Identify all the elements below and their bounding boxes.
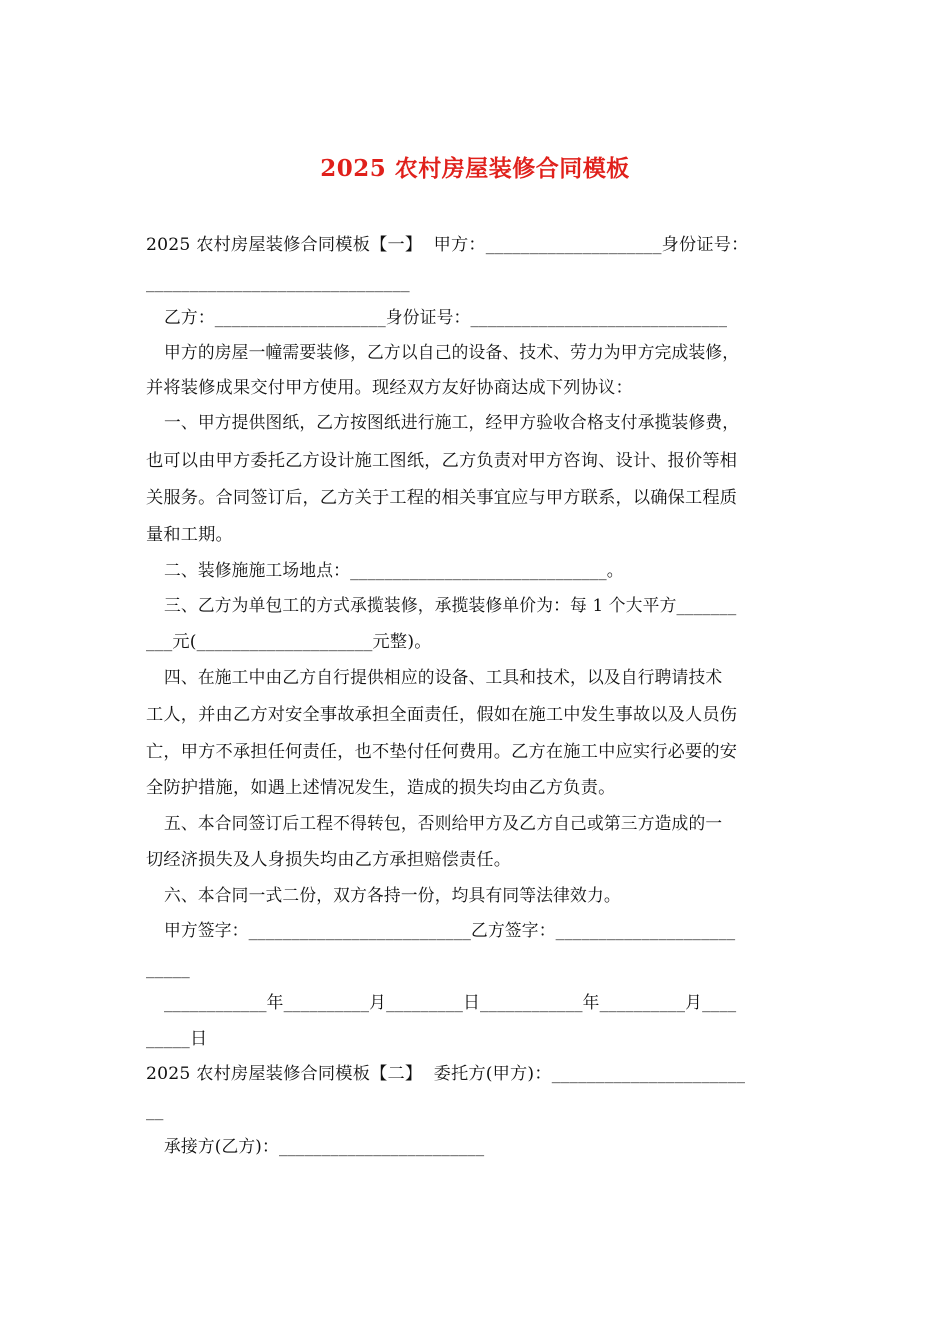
clause-2-line: 二、装修施施工场地点：______________________________。 xyxy=(164,561,624,581)
clause-3-line: ___元(____________________元整)。 xyxy=(146,632,432,652)
clause-6-line: 六、本合同一式二份，双方各持一份，均具有同等法律效力。 xyxy=(164,886,621,906)
clause-1-line: 一、甲方提供图纸，乙方按图纸进行施工，经甲方验收合格支付承揽装修费， xyxy=(164,413,740,433)
id-number-blank-line: ______________________________ xyxy=(146,273,410,293)
document-title: 2025 农村房屋装修合同模板 xyxy=(320,155,630,182)
section-2-header-line: 2025 农村房屋装修合同模板【二】 委托方(甲方)：______________________ xyxy=(146,1064,746,1084)
clause-4-line: 四、在施工中由乙方自行提供相应的设备、工具和技术，以及自行聘请技术 xyxy=(164,668,723,688)
clause-1-line: 量和工期。 xyxy=(146,525,233,545)
clause-4-line: 全防护措施，如遇上述情况发生，造成的损失均由乙方负责。 xyxy=(146,778,616,798)
clause-4-line: 工人，并由乙方对安全事故承担全面责任，假如在施工中发生事故以及人员伤 xyxy=(146,705,738,725)
signature-line: _____ xyxy=(146,959,190,979)
party-b-line: 乙方：____________________身份证号：______________________________ xyxy=(164,308,728,328)
clause-1-line: 关服务。合同签订后，乙方关于工程的相关事宜应与甲方联系，以确保工程质 xyxy=(146,488,738,508)
clause-5-line: 五、本合同签订后工程不得转包，否则给甲方及乙方自己或第三方造成的一 xyxy=(164,814,723,834)
paragraph-line: 并将装修成果交付甲方使用。现经双方友好协商达成下列协议： xyxy=(146,378,633,398)
signature-line: 甲方签字：__________________________乙方签字：_____________________ xyxy=(164,921,736,941)
date-line: ____________年__________月_________日____________年__________月____ xyxy=(164,993,737,1013)
contractor-line: 承接方(乙方)：________________________ xyxy=(164,1137,485,1157)
clause-1-line: 也可以由甲方委托乙方设计施工图纸，乙方负责对甲方咨询、设计、报价等相 xyxy=(146,451,738,471)
clause-4-line: 亡，甲方不承担任何责任，也不垫付任何费用。乙方在施工中应实行必要的安 xyxy=(146,742,738,762)
paragraph-line: 甲方的房屋一幢需要装修，乙方以自己的设备、技术、劳力为甲方完成装修， xyxy=(164,343,740,363)
date-line: _____日 xyxy=(146,1029,208,1049)
principal-blank-line: __ xyxy=(146,1101,164,1121)
clause-3-line: 三、乙方为单包工的方式承揽装修，承揽装修单价为：每 1 个大平方_______ xyxy=(164,596,737,616)
clause-5-line: 切经济损失及人身损失均由乙方承担赔偿责任。 xyxy=(146,850,512,870)
section-1-header-line: 2025 农村房屋装修合同模板【一】 甲方：____________________身份证号： xyxy=(146,235,749,255)
